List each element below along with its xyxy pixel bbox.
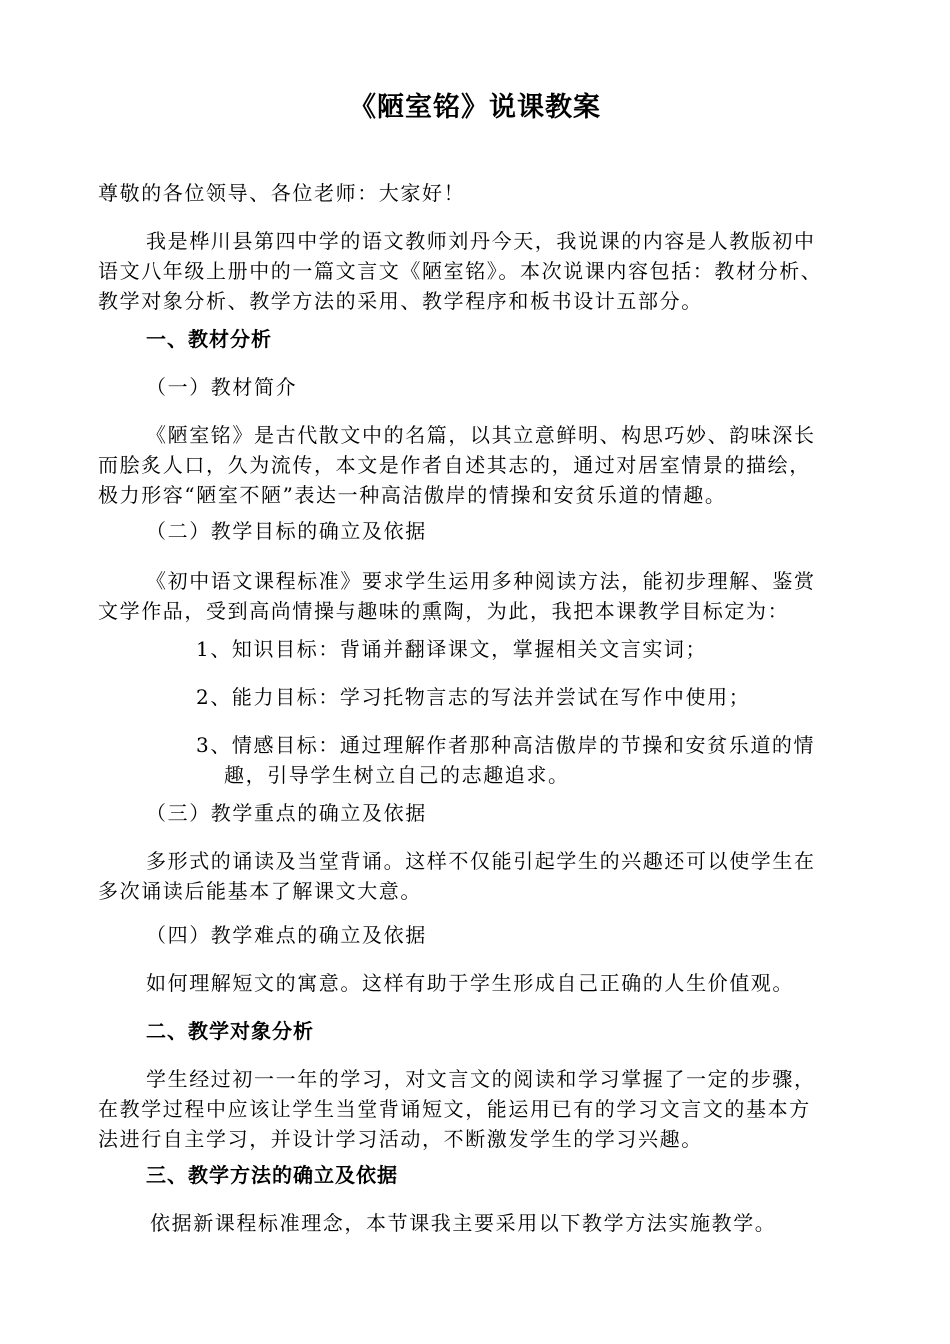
paragraph-line: 《初中语文课程标准》要求学生运用多种阅读方法，能初步理解、鉴赏 [146, 569, 816, 593]
paragraph-line: 学生经过初一一年的学习，对文言文的阅读和学习掌握了一定的步骤， [146, 1067, 816, 1091]
paragraph-line: 在教学过程中应该让学生当堂背诵短文，能运用已有的学习文言文的基本方 [98, 1097, 811, 1121]
intro-paragraph [98, 226, 822, 316]
intro-line: 语文八年级上册中的一篇文言文《陋室铭》。本次说课内容包括：教材分析、 [98, 259, 823, 283]
subsection-heading-textbook-intro: （一）教材简介 [146, 375, 298, 399]
goal-ability: 2、能力目标：学习托物言志的写法并尝试在写作中使用； [196, 685, 751, 709]
subsection-heading-goals: （二）教学目标的确立及依据 [146, 519, 427, 543]
intro-line: 我是桦川县第四中学的语文教师刘丹今天，我说课的内容是人教版初中 [146, 229, 816, 253]
goal-line: 趣，引导学生树立自己的志趣追求。 [224, 763, 570, 787]
section-heading-student-analysis: 二、教学对象分析 [146, 1019, 314, 1043]
key-points-paragraph [98, 846, 816, 906]
goal-line: 3、情感目标：通过理解作者那种高洁傲岸的节操和安贫乐道的情 [196, 733, 816, 757]
goal-emotion [196, 730, 815, 790]
intro-line: 教学对象分析、教学方法的采用、教学程序和板书设计五部分。 [98, 289, 703, 313]
teaching-methods-paragraph: 依据新课程标准理念，本节课我主要采用以下教学方法实施教学。 [150, 1211, 777, 1235]
subsection-heading-key-points: （三）教学重点的确立及依据 [146, 801, 427, 825]
paragraph-line: 多形式的诵读及当堂背诵。这样不仅能引起学生的兴趣还可以使学生在 [146, 849, 816, 873]
difficulties-paragraph: 如何理解短文的寓意。这样有助于学生形成自己正确的人生价值观。 [146, 971, 794, 995]
paragraph-line: 而脍炙人口，久为流传，本文是作者自述其志的，通过对居室情景的描绘， [98, 453, 811, 477]
paragraph-line: 多次诵读后能基本了解课文大意。 [98, 879, 422, 903]
paragraph-line: 文学作品，受到高尚情操与趣味的熏陶，为此，我把本课教学目标定为： [98, 599, 790, 623]
paragraph-line: 法进行自主学习，并设计学习活动，不断激发学生的学习兴趣。 [98, 1127, 703, 1151]
goals-paragraph [98, 566, 816, 626]
section-heading-teaching-methods: 三、教学方法的确立及依据 [146, 1163, 398, 1187]
greeting: 尊敬的各位领导、各位老师：大家好！ [98, 181, 466, 205]
goal-knowledge: 1、知识目标：背诵并翻译课文，掌握相关文言实词； [196, 637, 708, 661]
section-heading-textbook-analysis: 一、教材分析 [146, 327, 272, 351]
textbook-intro-paragraph [98, 420, 816, 510]
subsection-heading-difficulties: （四）教学难点的确立及依据 [146, 923, 427, 947]
paragraph-line: 极力形容“陋室不陋”表达一种高洁傲岸的情操和安贫乐道的情趣。 [98, 483, 727, 507]
student-analysis-paragraph [98, 1064, 816, 1154]
paragraph-line: 《陋室铭》是古代散文中的名篇，以其立意鲜明、构思巧妙、韵味深长 [146, 423, 816, 447]
page-title: 《陋室铭》说课教案 [349, 92, 601, 123]
